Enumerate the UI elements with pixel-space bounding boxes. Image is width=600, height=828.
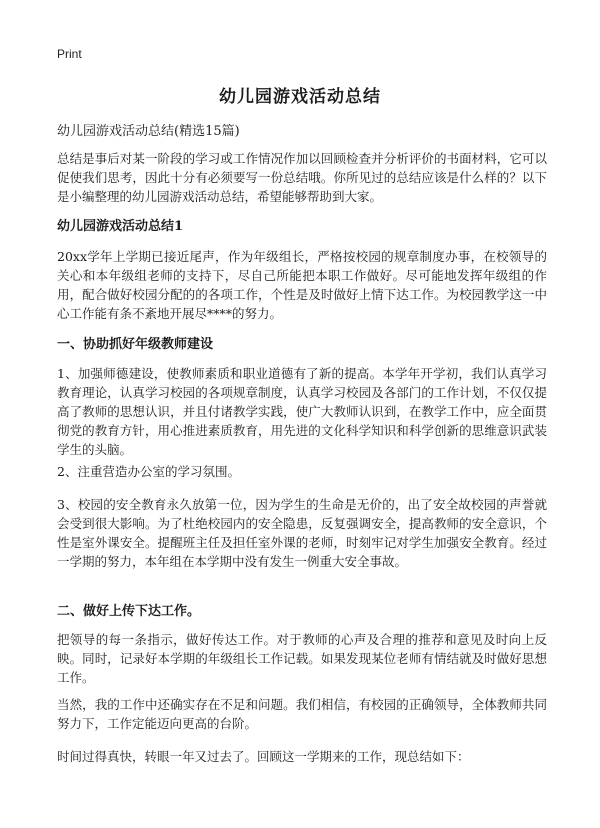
intro-paragraph: 总结是事后对某一阶段的学习或工作情况作加以回顾检查并分析评价的书面材料，它可以促使我们思考，因此十分有必须要写一份总结哦。你所见过的总结应该是什么样的？以下是小编整理的幼儿园游戏活动总结，希望能够帮助到大家。 — [57, 151, 547, 204]
document-subtitle: 幼儿园游戏活动总结(精选15篇) — [57, 124, 240, 139]
section-heading: 幼儿园游戏活动总结1 — [57, 219, 184, 234]
body-paragraph: 20xx学年上学期已接近尾声，作为年级组长，严格按校园的规章制度办事，在校领导的关心和本年级组老师的支持下，尽自己所能把本职工作做好。尽可能地发挥年级组的作用，配合做好校园分配的的各项工作，个性是及时做好上情下达工作。为校园教学这一中心工作能有条不紊地开展尽****的努力。 — [57, 249, 547, 321]
list-item: 3、校园的安全教育永久放第一位，因为学生的生命是无价的，出了安全故校园的声誉就会受到很大影响。为了杜绝校园内的安全隐患，反复强调安全，提高教师的安全意识，个性是室外课安全。提醒班主任及担任室外课的老师，时刻牢记对学生加强安全教育。经过一学期的努力，本年组在本学期中没有发生一例重大安全事故。 — [57, 497, 547, 569]
body-paragraph: 时间过得真快，转眼一年又过去了。回顾这一学期来的工作，现总结如下： — [57, 749, 470, 764]
subsection-heading: 一、协助抓好年级教师建设 — [57, 337, 214, 352]
print-link[interactable]: Print — [57, 47, 82, 61]
document-title: 幼儿园游戏活动总结 — [219, 87, 381, 107]
subsection-heading: 二、做好上传下达工作。 — [57, 604, 201, 619]
list-item: 2、注重营造办公室的学习氛围。 — [57, 464, 240, 479]
body-paragraph: 当然，我的工作中还确实存在不足和问题。我们相信，有校园的正确领导，全体教师共同努力下，工作定能迈向更高的台阶。 — [57, 697, 547, 731]
body-paragraph: 把领导的每一条指示，做好传达工作。对于教师的心声及合理的推荐和意见及时向上反映。同时，记录好本学期的年级组长工作记载。如果发现某位老师有情结就及时做好思想工作。 — [57, 632, 547, 685]
list-item: 1、加强师德建设，使教师素质和职业道德有了新的提高。本学年开学初，我们认真学习教育理论，认真学习校园的各项规章制度，认真学习校园及各部门的工作计划，不仅仅提高了教师的思想认识，并且付诸教学实践，使广大教师认识到，在教学工作中，应全面贯彻党的教育方针，用心推进素质教育，用先进的文化科学知识和科学创新的思维意识武装学生的头脑。 — [57, 366, 547, 457]
